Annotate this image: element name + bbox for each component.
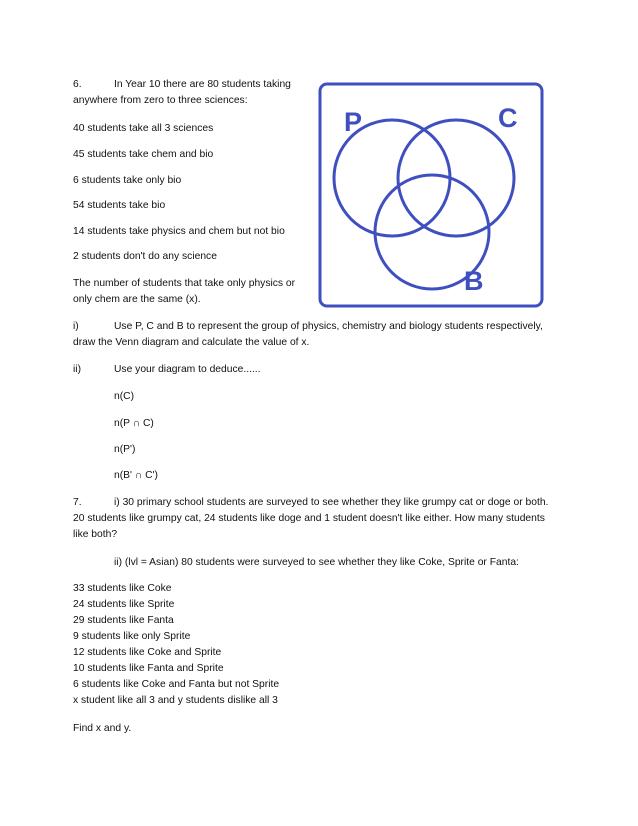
- venn-diagram: [318, 82, 544, 308]
- q7-part-i-text-cont: like both?: [73, 529, 118, 540]
- q7-fact: 24 students like Sprite: [73, 599, 175, 610]
- circle-p: [334, 120, 450, 236]
- q7-fact: x student like all 3 and y students dislike all 3: [73, 695, 278, 706]
- q7-fact: 9 students like only Sprite: [73, 631, 191, 642]
- q6-fact: 6 students take only bio: [73, 175, 182, 186]
- label-b: B: [464, 266, 484, 296]
- q7-fact: 29 students like Fanta: [73, 615, 174, 626]
- deduce-item: n(B' ∩ C'): [114, 470, 158, 481]
- question-6-intro: In Year 10 there are 80 students taking: [114, 79, 291, 90]
- deduce-item: n(P'): [114, 444, 136, 455]
- label-p: P: [344, 107, 363, 137]
- q7-fact: 33 students like Coke: [73, 583, 172, 594]
- q6-fact: 45 students take chem and bio: [73, 149, 214, 160]
- q7-find: Find x and y.: [73, 723, 132, 734]
- label-c: C: [498, 103, 518, 133]
- question-6-intro-cont: anywhere from zero to three sciences:: [73, 95, 248, 106]
- q7-part-i-text: i) 30 primary school students are surveyed to see whether they like grumpy cat or doge or both.: [114, 497, 549, 508]
- q6-same-statement: The number of students that take only physics or: [73, 278, 296, 289]
- deduce-item: n(P ∩ C): [114, 418, 154, 429]
- q6-fact: 2 students don't do any science: [73, 251, 217, 262]
- q6-same-statement-cont: only chem are the same (x).: [73, 294, 201, 305]
- q6-part-ii-label: ii): [73, 364, 82, 375]
- q6-part-i-text-cont: draw the Venn diagram and calculate the value of x.: [73, 337, 310, 348]
- q6-fact: 40 students take all 3 sciences: [73, 123, 214, 134]
- question-7-number: 7.: [73, 497, 82, 508]
- q7-part-ii-text: ii) (lvl = Asian) 80 students were surveyed to see whether they like Coke, Sprite or Fanta:: [114, 557, 519, 568]
- q7-fact: 6 students like Coke and Fanta but not Sprite: [73, 679, 280, 690]
- q7-part-i-text-cont: 20 students like grumpy cat, 24 students like doge and 1 student doesn't like either. How many students: [73, 513, 545, 524]
- q6-fact: 54 students take bio: [73, 200, 166, 211]
- q6-part-i-label: i): [73, 321, 79, 332]
- q6-part-i-text: Use P, C and B to represent the group of physics, chemistry and biology students respectively,: [114, 321, 543, 332]
- q7-fact: 12 students like Coke and Sprite: [73, 647, 222, 658]
- q6-fact: 14 students take physics and chem but not bio: [73, 226, 285, 237]
- q6-part-ii-text: Use your diagram to deduce......: [114, 364, 261, 375]
- q7-fact: 10 students like Fanta and Sprite: [73, 663, 224, 674]
- deduce-item: n(C): [114, 391, 135, 402]
- question-6-number: 6.: [73, 79, 82, 90]
